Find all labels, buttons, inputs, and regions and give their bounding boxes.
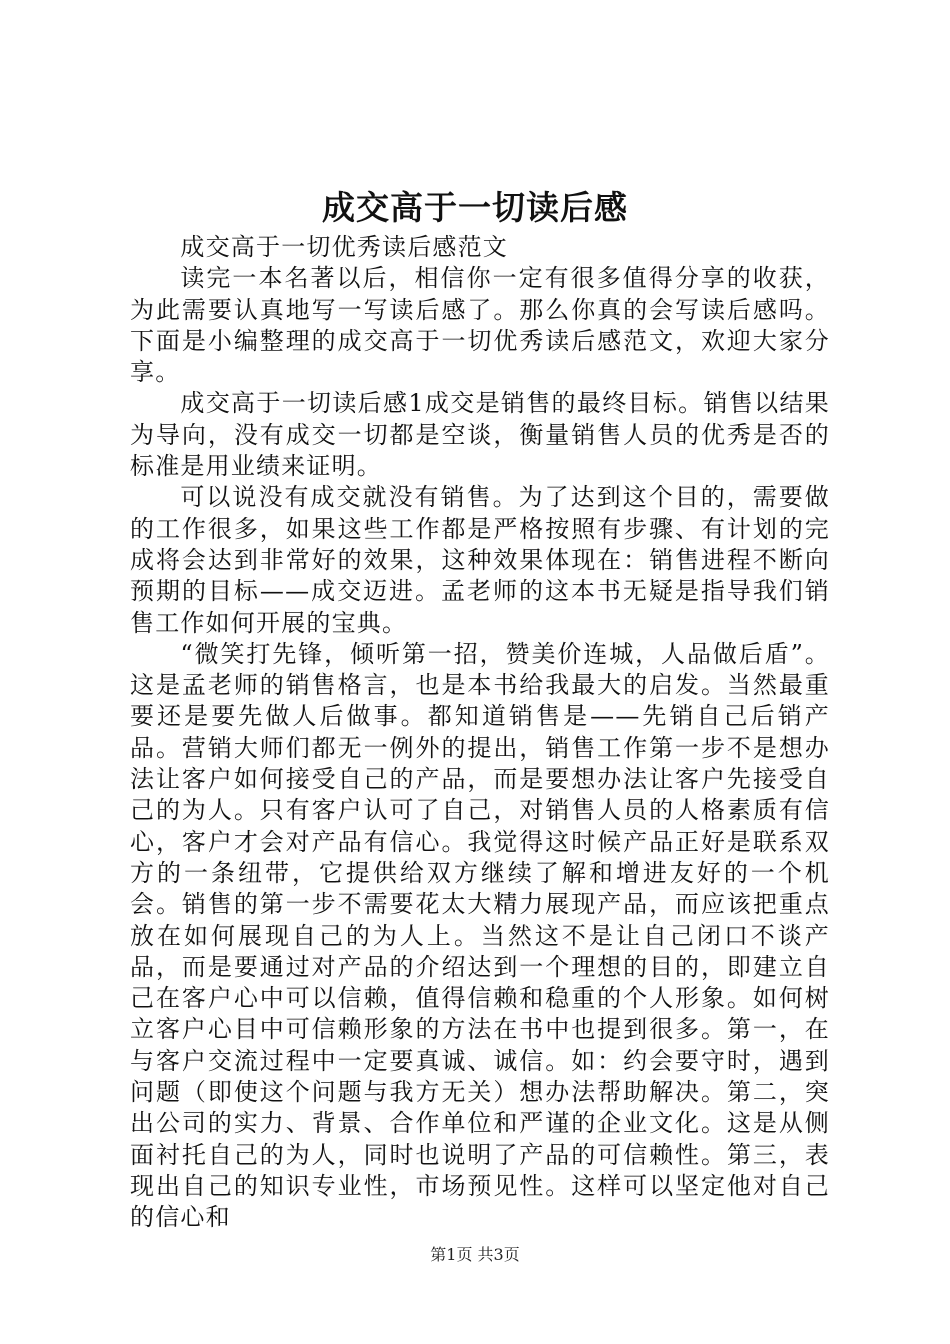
- intro-paragraph: 读完一本名著以后，相信你一定有很多值得分享的收获，为此需要认真地写一写读后感了。那么你真的会写读后感吗。下面是小编整理的成交高于一切优秀读后感范文，欢迎大家分享。: [130, 264, 830, 387]
- document-title: 成交高于一切读后感: [322, 188, 628, 227]
- body-paragraph-1: 成交高于一切读后感1成交是销售的最终目标。销售以结果为导向，没有成交一切都是空谈，衡量销售人员的优秀是否的标准是用业绩来证明。: [130, 389, 830, 481]
- page-footer: 第1页 共3页: [430, 1245, 520, 1264]
- document-body: [130, 232, 830, 1234]
- body-paragraph-3: “微笑打先锋，倾听第一招，赞美价连城，人品做后盾”。这是孟老师的销售格言，也是本书给我最大的启发。当然最重要还是要先做人后做事。都知道销售是——先销自己后销产品。营销大师们都无一例外的提出，销售工作第一步不是想办法让客户如何接受自己的产品，而是要想办法让客户先接受自己的为人。只有客户认可了自己，对销售人员的人格素质有信心，客户才会对产品有信心。我觉得这时候产品正好是联系双方的一条纽带，它提供给双方继续了解和增进友好的一个机会。销售的第一步不需要花太大精力展现产品，而应该把重点放在如何展现自己的为人上。当然这不是让自己闭口不谈产品，而是要通过对产品的介绍达到一个理想的目的，即建立自己在客户心中可以信赖，值得信赖和稳重的个人形象。如何树立客户心目中可信赖形象的方法在书中也提到很多。第一，在与客户交流过程中一定要真诚、诚信。如：约会要守时，遇到问题（即使这个问题与我方无关）想办法帮助解决。第二，突出公司的实力、背景、合作单位和严谨的企业文化。这是从侧面衬托自己的为人，同时也说明了产品的可信赖性。第三，表现出自己的知识专业性，市场预见性。这样可以坚定他对自己的信心和: [130, 639, 830, 1232]
- body-paragraph-2: 可以说没有成交就没有销售。为了达到这个目的，需要做的工作很多，如果这些工作都是严格按照有步骤、有计划的完成将会达到非常好的效果，这种效果体现在：销售进程不断向预期的目标——成交迈进。孟老师的这本书无疑是指导我们销售工作如何开展的宝典。: [130, 483, 830, 637]
- subtitle-paragraph: 成交高于一切优秀读后感范文: [180, 233, 508, 261]
